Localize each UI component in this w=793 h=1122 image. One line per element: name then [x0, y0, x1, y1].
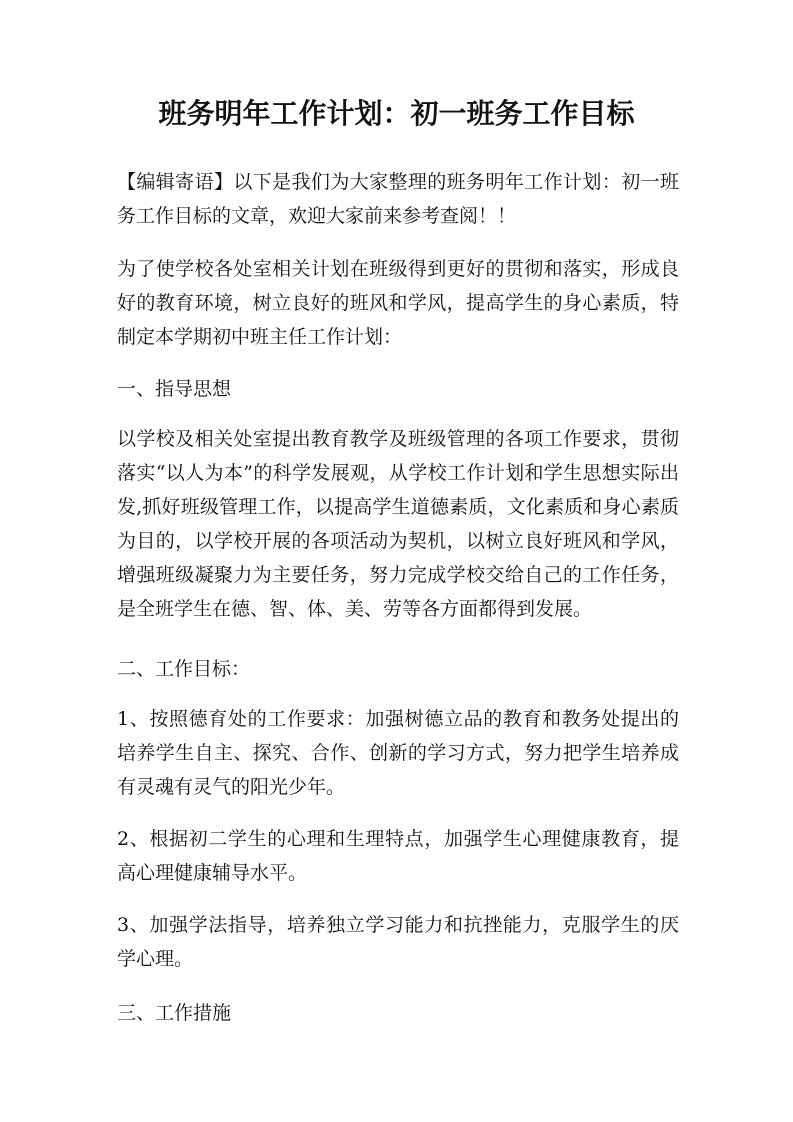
intro-paragraph: 为了使学校各处室相关计划在班级得到更好的贯彻和落实，形成良好的教育环境，树立良好的班风和学风，提高学生的身心素质，特制定本学期初中班主任工作计划：	[117, 258, 679, 348]
goal-item-2: 2、根据初二学生的心理和生理特点，加强学生心理健康教育，提高心理健康辅导水平。	[117, 828, 679, 884]
document-title: 班务明年工作计划：初一班务工作目标	[158, 97, 635, 130]
section-heading-guiding-thought: 一、指导思想	[117, 378, 232, 400]
goal-item-3: 3、加强学法指导，培养独立学习能力和抗挫能力，克服学生的厌学心理。	[117, 914, 679, 970]
section-heading-work-measures: 三、工作措施	[117, 1002, 232, 1024]
editor-note-paragraph: 【编辑寄语】以下是我们为大家整理的班务明年工作计划：初一班务工作目标的文章，欢迎大家前来参考查阅！！	[117, 171, 679, 227]
goal-item-1: 1、按照德育处的工作要求：加强树德立品的教育和教务处提出的培养学生自主、探究、合作、创新的学习方式，努力把学生培养成有灵魂有灵气的阳光少年。	[117, 708, 679, 798]
section-heading-work-goals: 二、工作目标：	[117, 658, 251, 680]
guiding-thought-paragraph: 以学校及相关处室提出教育教学及班级管理的各项工作要求，贯彻落实“以人为本”的科学发展观，从学校工作计划和学生思想实际出发,抓好班级管理工作，以提高学生道德素质，文化素质和身心素质为目的，以学校开展的各项活动为契机，以树立良好班风和学风，增强班级凝聚力为主要任务，努力完成学校交给自己的工作任务，是全班学生在德、智、体、美、劳等各方面都得到发展。	[117, 428, 679, 620]
